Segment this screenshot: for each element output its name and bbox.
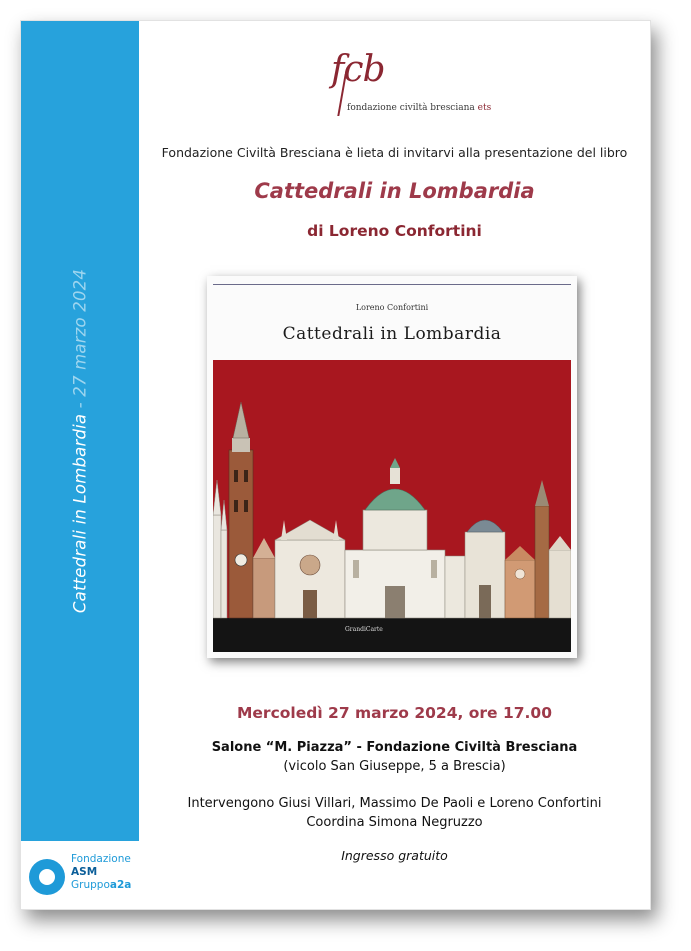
book-cover-image: [207, 276, 577, 658]
invitation-card: [20, 20, 651, 910]
sidebar-band: [21, 21, 139, 841]
sponsor-text: [71, 853, 131, 892]
event-venue: Salone “M. Piazza” - Fondazione Civiltà Bresciana: [211, 740, 578, 755]
event-datetime: Mercoledì 27 marzo 2024, ore 17.00: [237, 704, 552, 722]
cover-author: Loreno Confortini: [355, 303, 429, 312]
logo-mark: fcb: [331, 49, 385, 90]
author-line: di Loreno Confortini: [307, 222, 482, 240]
sponsor-logo: [27, 853, 142, 901]
event-address: (vicolo San Giuseppe, 5 a Brescia): [283, 759, 506, 774]
logo-name-text: fondazione civiltà bresciana: [347, 103, 475, 113]
logo-name: [347, 103, 491, 113]
book-title-heading: Cattedrali in Lombardia: [254, 179, 535, 203]
event-moderator: Coordina Simona Negruzzo: [306, 815, 483, 830]
event-entry: Ingresso gratuito: [341, 848, 448, 863]
sponsor-line1: Fondazione: [71, 853, 131, 865]
cover-publisher: GrandiCarte: [345, 626, 383, 633]
event-speakers: Intervengono Giusi Villari, Massimo De Paoli e Loreno Confortini: [187, 796, 602, 811]
sponsor-brand: a2a: [109, 879, 132, 891]
sidebar-title: Cattedrali in Lombardia: [70, 413, 90, 614]
cover-title: Cattedrali in Lombardia: [282, 324, 502, 344]
sidebar-date: 27 marzo 2024: [70, 268, 90, 397]
logo-suffix: ets: [477, 103, 492, 113]
fcb-logo: [321, 49, 501, 119]
invite-text: Fondazione Civiltà Bresciana è lieta di invitarvi alla presentazione del libro: [161, 145, 628, 160]
cover-illustration: [213, 360, 571, 652]
sponsor-group: Gruppo: [71, 879, 110, 891]
asm-circle-icon: [29, 859, 65, 895]
cover-rule: [213, 284, 571, 285]
sidebar-separator: -: [70, 396, 90, 414]
sponsor-line2: ASM: [71, 866, 98, 878]
sidebar-vertical-title: [71, 269, 90, 613]
